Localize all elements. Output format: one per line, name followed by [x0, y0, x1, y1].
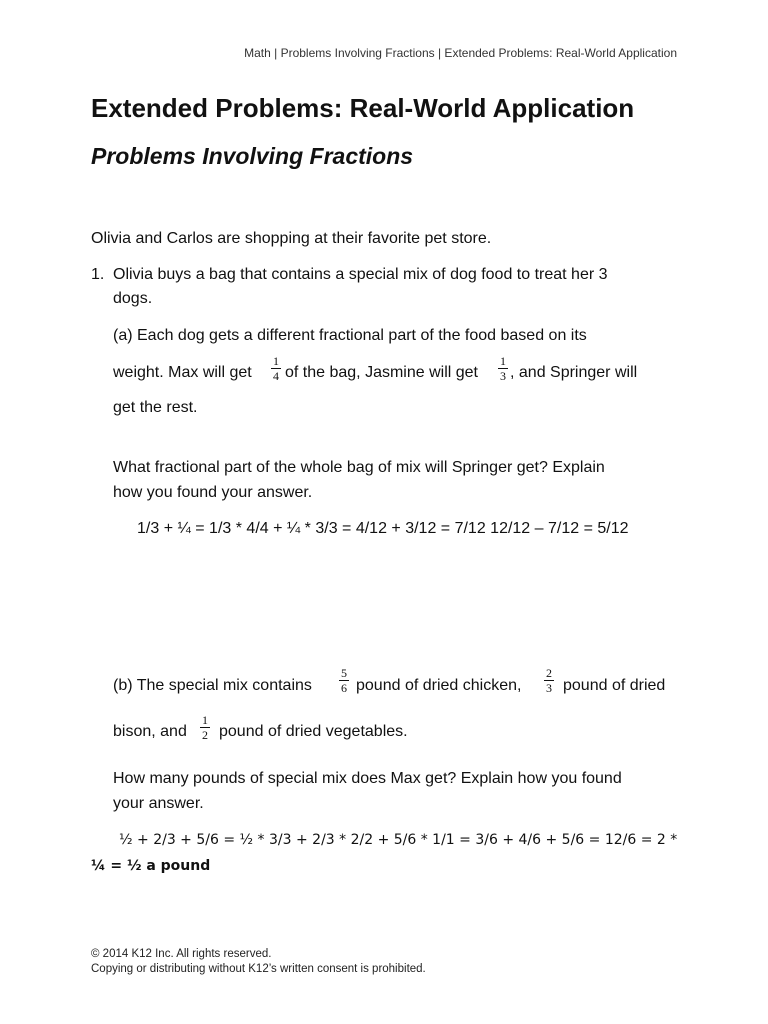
- fraction-numerator: 1: [500, 354, 506, 368]
- fraction: [271, 355, 281, 382]
- part-a-question: What fractional part of the whole bag of mix will Springer get? Explain: [113, 459, 605, 476]
- part-a-answer: 1/3 + ¼ = 1/3 * 4/4 + ¼ * 3/3 = 4/12 + 3/12 = 7/12 12/12 – 7/12 = 5/12: [137, 520, 629, 537]
- problem-number: 1.: [91, 266, 105, 283]
- part-a-line: get the rest.: [113, 399, 198, 416]
- fraction-numerator: 1: [202, 713, 208, 727]
- fraction-numerator: 1: [273, 354, 279, 368]
- part-b-line: pound of dried vegetables.: [219, 723, 408, 740]
- fraction-numerator: 2: [546, 666, 552, 680]
- part-b-line: bison, and: [113, 723, 187, 740]
- fraction: [544, 667, 554, 694]
- problem-line: dogs.: [113, 290, 153, 307]
- fraction-denominator: 3: [500, 369, 506, 383]
- fraction: [498, 355, 508, 382]
- problem-line: Olivia buys a bag that contains a special mix of dog food to treat her 3: [113, 266, 608, 283]
- part-b-line: (b) The special mix contains: [113, 677, 312, 694]
- page-header: Math | Problems Involving Fractions | Extended Problems: Real-World Application: [244, 46, 677, 60]
- part-b-line: pound of dried chicken,: [356, 677, 522, 694]
- fraction-denominator: 3: [546, 681, 552, 695]
- fraction-denominator: 4: [273, 369, 279, 383]
- part-b-answer: ¼ = ½ a pound: [91, 858, 211, 874]
- fraction-denominator: 2: [202, 728, 208, 742]
- part-b-question: How many pounds of special mix does Max get? Explain how you found: [113, 770, 622, 787]
- footer-notice: Copying or distributing without K12’s written consent is prohibited.: [91, 963, 426, 975]
- part-b-answer: ½ + 2/3 + 5/6 = ½ * 3/3 + 2/3 * 2/2 + 5/6 * 1/1 = 3/6 + 4/6 + 5/6 = 12/6 = 2 *: [119, 832, 678, 848]
- fraction: [339, 667, 349, 694]
- page-subtitle: Problems Involving Fractions: [91, 143, 414, 169]
- part-a-line: , and Springer will: [510, 364, 638, 381]
- part-b-line: pound of dried: [563, 677, 666, 694]
- fraction-denominator: 6: [341, 681, 347, 695]
- part-b-question: your answer.: [113, 795, 204, 812]
- footer-copyright: © 2014 K12 Inc. All rights reserved.: [91, 948, 272, 960]
- part-a-line: weight. Max will get: [113, 364, 252, 381]
- part-a-line: of the bag, Jasmine will get: [285, 364, 478, 381]
- fraction: [200, 714, 210, 741]
- part-a-line: (a) Each dog gets a different fractional part of the food based on its: [113, 327, 587, 344]
- page-title: Extended Problems: Real-World Application: [91, 93, 635, 123]
- fraction-numerator: 5: [341, 666, 347, 680]
- part-a-question: how you found your answer.: [113, 484, 313, 501]
- intro-text: Olivia and Carlos are shopping at their favorite pet store.: [91, 230, 492, 247]
